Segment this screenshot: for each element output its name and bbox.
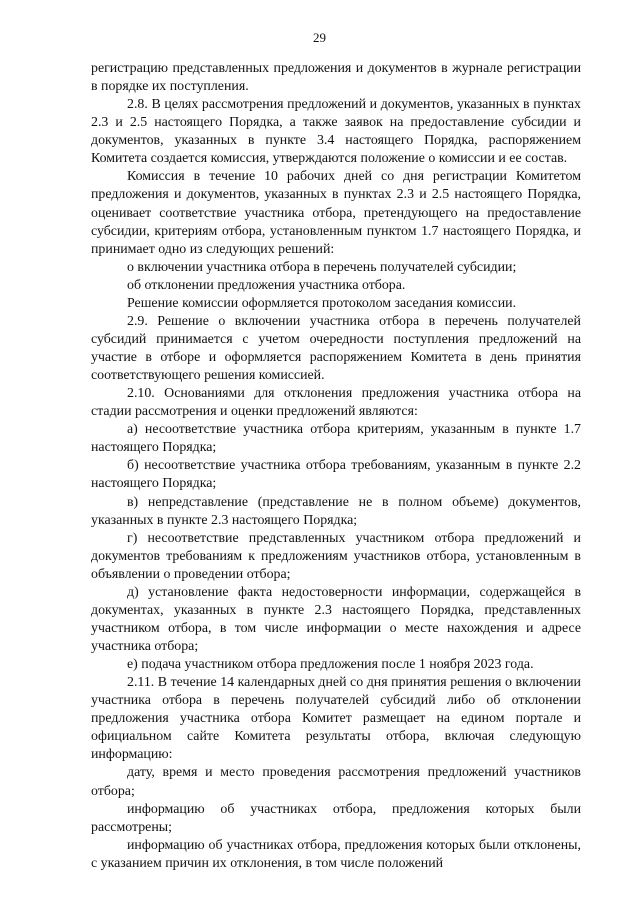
paragraph-12: д) установление факта недостоверности информации, содержащейся в документах, указанных в пункте 2.3 настоящего Порядка, представленных участником отбора, в том числе информации о месте нахождения и адресе участника отбора; [91,584,581,654]
paragraph-9: б) несоответствие участника отбора требованиям, указанным в пункте 2.2 настоящего Порядка; [91,458,581,492]
paragraph-16: информацию об участниках отбора, предложения которых были рассмотрены; [91,801,581,835]
paragraph-6: 2.9. Решение о включении участника отбора в перечень получателей субсидий принимается с учетом очередности поступления предложений на участие в отборе и оформляется распоряжением Комитета в день принятия соответствующего решения комиссией. [91,313,581,384]
page-number: 29 [313,30,326,45]
paragraph-7: 2.10. Основаниями для отклонения предложения участника отбора на стадии рассмотрения и оценки предложений являются: [91,386,581,420]
paragraph-4: об отклонении предложения участника отбора. [127,277,406,293]
paragraph-10: в) непредставление (представление не в полном объеме) документов, указанных в пункте 2.3 настоящего Порядка; [91,494,581,528]
paragraph-14: 2.11. В течение 14 календарных дней со дня принятия решения о включении участника отбора в перечень получателей субсидий либо об отклонении предложения участника отбора Комитет размещает на едином портале и официальном сайте Комитета результаты отбора, включая следующую информацию: [91,675,581,763]
document-body [91,60,581,873]
paragraph-2: Комиссия в течение 10 рабочих дней со дня регистрации Комитетом предложения и документов, указанных в пунктах 2.3 и 2.5 настоящего Порядка, оценивает соответствие участника отбора, претендующего на предоставление субсидии, критериям отбора, установленным пунктом 1.7 настоящего Порядка, и принимает одно из следующих решений: [91,169,581,257]
paragraph-1: 2.8. В целях рассмотрения предложений и документов, указанных в пунктах 2.3 и 2.5 настоящего Порядка, а также заявок на предоставление субсидии и документов, указанных в пункте 3.4 настоящего Порядка, распоряжением Комитета создается комиссия, утверждаются положение о комиссии и ее состав. [91,97,581,167]
paragraph-3: о включении участника отбора в перечень получателей субсидии; [127,259,517,275]
paragraph-13: е) подача участником отбора предложения после 1 ноября 2023 года. [127,657,534,673]
paragraph-17: информацию об участниках отбора, предложения которых были отклонены, с указанием причин их отклонения, в том числе положений [91,837,581,871]
paragraph-15: дату, время и место проведения рассмотрения предложений участников отбора; [91,765,581,799]
paragraph-0: регистрацию представленных предложения и документов в журнале регистрации в порядке их поступления. [91,61,581,95]
paragraph-11: г) несоответствие представленных участником отбора предложений и документов требованиям к предложениям участников отбора, установленным в объявлении о проведении отбора; [91,530,581,582]
paragraph-5: Решение комиссии оформляется протоколом заседания комиссии. [127,295,517,311]
paragraph-8: а) несоответствие участника отбора критериям, указанным в пункте 1.7 настоящего Порядка; [91,422,581,456]
